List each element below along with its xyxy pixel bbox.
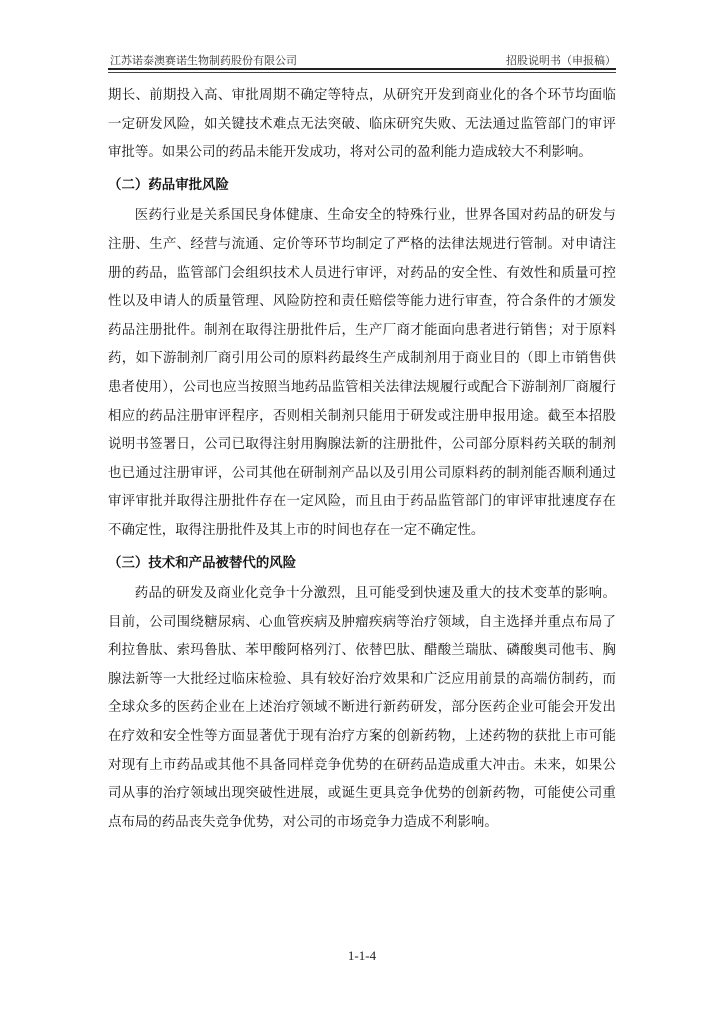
paragraph-intro: 期长、前期投入高、审批周期不确定等特点，从研究开发到商业化的各个环节均面临一定研发风险，如关键技术难点无法突破、临床研究失败、无法通过监管部门的审评审批等。如果公司的药品未能开发成功，将对公司的盈利能力造成较大不利影响。 — [108, 88, 616, 161]
section-heading-approval-risk: （二）药品审批风险 — [108, 177, 229, 193]
header-document-title: 招股说明书（申报稿） — [506, 54, 616, 67]
section-heading-substitution-risk: （三）技术和产品被替代的风险 — [108, 555, 297, 571]
header-rule-thin — [108, 72, 616, 73]
page-number: 1-1-4 — [347, 948, 377, 963]
page-header — [108, 50, 616, 70]
paragraph-substitution-risk: 药品的研发及商业化竞争十分激烈，且可能受到快速及重大的技术变革的影响。目前，公司围绕糖尿病、心血管疾病及肿瘤疾病等治疗领域，自主选择并重点布局了利拉鲁肽、索玛鲁肽、苯甲酸阿格列汀、依替巴肽、醋酸兰瑞肽、磷酸奥司他韦、胸腺法新等一大批经过临床检验、具有较好治疗效果和广泛应用前景的高端仿制药，而全球众多的医药企业在上述治疗领域不断进行新药研发，部分医药企业可能会开发出在疗效和安全性等方面显著优于现有治疗方案的创新药物，上述药物的获批上市可能对现有上市药品或其他不具备同样竞争优势的在研药品造成重大冲击。未来，如果公司从事的治疗领域出现突破性进展，或诞生更具竞争优势的创新药物，可能使公司重点布局的药品丧失竞争优势，对公司的市场竞争力造成不利影响。 — [108, 586, 616, 830]
paragraph-approval-risk: 医药行业是关系国民身体健康、生命安全的特殊行业，世界各国对药品的研发与注册、生产、经营与流通、定价等环节均制定了严格的法律法规进行管制。对申请注册的药品，监管部门会组织技术人员进行审评，对药品的安全性、有效性和质量可控性以及申请人的质量管理、风险防控和责任赔偿等能力进行审查，符合条件的才颁发药品注册批件。制剂在取得注册批件后，生产厂商才能面向患者进行销售；对于原料药，如下游制剂厂商引用公司的原料药最终生产成制剂用于商业目的（即上市销售供患者使用），公司也应当按照当地药品监管相关法律法规履行或配合下游制剂厂商履行相应的药品注册审评程序，否则相关制剂只能用于研发或注册申报用途。截至本招股说明书签署日，公司已取得注射用胸腺法新的注册批件，公司部分原料药关联的制剂也已通过注册审评，公司其他在研制剂产品以及引用公司原料药的制剂能否顺利通过审评审批并取得注册批件存在一定风险，而且由于药品监管部门的审评审批速度存在不确定性，取得注册批件及其上市的时间也存在一定不确定性。 — [108, 208, 616, 538]
document-body — [108, 82, 616, 837]
header-company-name: 江苏诺泰澳赛诺生物制药股份有限公司 — [110, 54, 297, 67]
header-rule-thick — [108, 68, 616, 70]
